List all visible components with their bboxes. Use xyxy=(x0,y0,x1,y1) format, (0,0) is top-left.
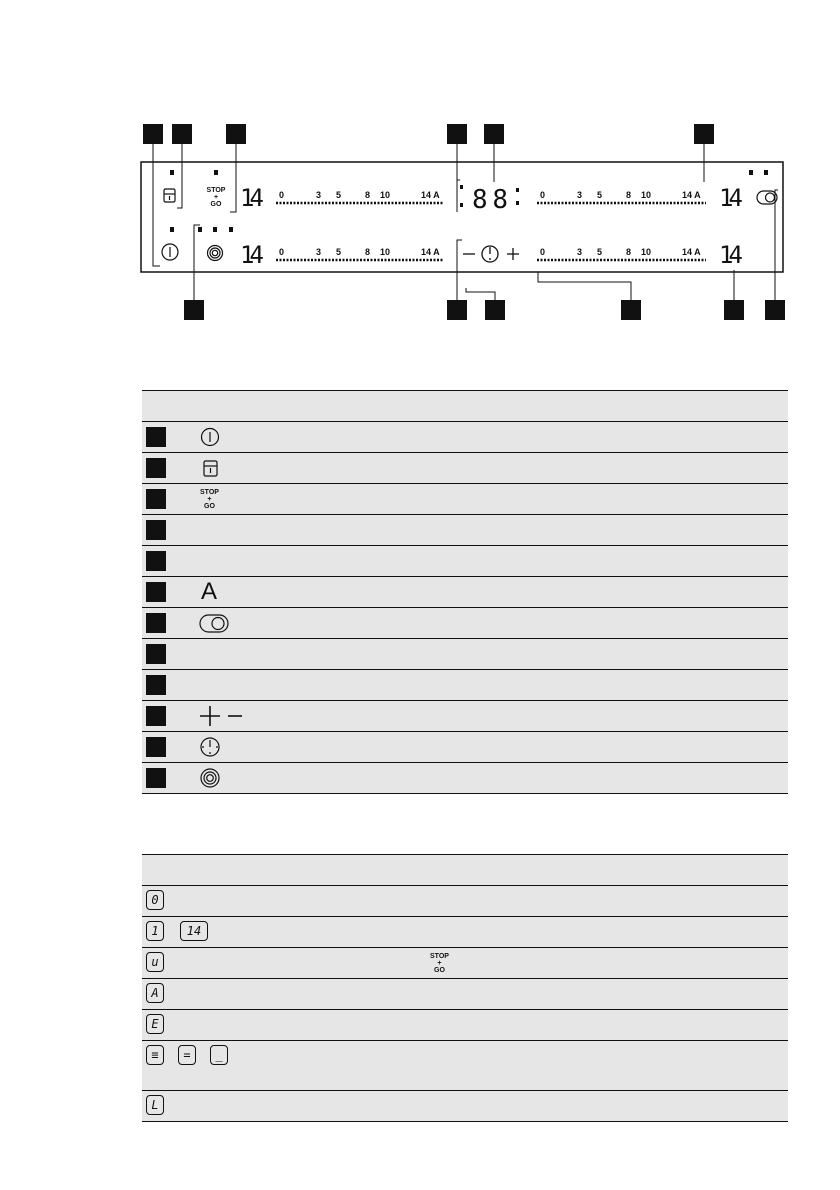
svg-text:8: 8 xyxy=(626,190,632,200)
displays-table xyxy=(142,854,788,1122)
table-row xyxy=(142,453,788,484)
table-row xyxy=(142,546,788,577)
svg-text:10: 10 xyxy=(641,247,652,257)
callout-markers-top xyxy=(143,124,714,144)
plus-icon xyxy=(507,248,519,260)
display-symbol: u xyxy=(146,952,164,972)
lock-icon xyxy=(164,189,175,202)
svg-text:5: 5 xyxy=(597,190,603,200)
table-row xyxy=(142,515,788,546)
table-row xyxy=(142,701,788,732)
display-symbol: 0 xyxy=(146,890,164,910)
table-row xyxy=(142,484,788,515)
table-row xyxy=(142,1010,788,1041)
callout-markers-bottom xyxy=(184,300,785,320)
svg-text:0: 0 xyxy=(540,247,546,257)
svg-text:14 A: 14 A xyxy=(421,190,440,200)
table-row xyxy=(142,732,788,763)
plus-minus-icon xyxy=(192,701,312,731)
table-row xyxy=(142,1091,788,1122)
svg-text:10: 10 xyxy=(380,190,391,200)
svg-text:GO: GO xyxy=(210,201,222,208)
svg-text:8: 8 xyxy=(626,247,632,257)
svg-text:8: 8 xyxy=(365,247,371,257)
stop-go-icon: STOP + GO xyxy=(200,489,219,510)
lock-icon xyxy=(192,453,312,483)
double-ring-icon xyxy=(208,246,223,261)
display-symbol: = xyxy=(178,1045,196,1065)
bridge-toggle-icon xyxy=(192,608,312,638)
svg-text:14 A: 14 A xyxy=(682,247,701,257)
display-symbol: _ xyxy=(210,1045,228,1065)
table-row xyxy=(142,917,788,948)
svg-text:3: 3 xyxy=(577,247,583,257)
control-panel-diagram xyxy=(0,0,840,340)
table-row xyxy=(142,608,788,639)
power-icon xyxy=(192,422,312,452)
letter-a-icon: A xyxy=(201,578,218,605)
svg-text:0: 0 xyxy=(279,190,285,200)
svg-text:0: 0 xyxy=(279,247,285,257)
table-row xyxy=(142,979,788,1010)
table-row xyxy=(142,422,788,453)
table-row xyxy=(142,639,788,670)
power-scales xyxy=(279,190,701,257)
svg-text:14 A: 14 A xyxy=(682,190,701,200)
bridge-toggle-icon xyxy=(757,191,777,204)
svg-text:14 A: 14 A xyxy=(421,247,440,257)
svg-text:STOP: STOP xyxy=(206,187,226,194)
table-row xyxy=(142,886,788,917)
timer-display: 88 xyxy=(472,185,508,215)
table-row xyxy=(142,948,788,979)
svg-text:14: 14 xyxy=(719,241,743,269)
timer-icon xyxy=(482,246,498,262)
display-symbol: 1 xyxy=(146,921,164,941)
svg-text:14: 14 xyxy=(240,241,264,269)
controls-table xyxy=(142,390,788,794)
table-header xyxy=(142,854,788,886)
svg-text:0: 0 xyxy=(540,190,546,200)
svg-text:14: 14 xyxy=(240,184,264,212)
timer-icon xyxy=(192,732,312,762)
table-row xyxy=(142,763,788,794)
table-row xyxy=(142,1041,788,1091)
display-symbol: E xyxy=(146,1014,164,1034)
table-row xyxy=(142,577,788,608)
display-symbol: A xyxy=(146,983,164,1003)
svg-text:+: + xyxy=(213,194,219,201)
svg-text:8: 8 xyxy=(365,190,371,200)
double-ring-icon xyxy=(192,763,312,793)
svg-text:5: 5 xyxy=(597,247,603,257)
svg-text:3: 3 xyxy=(316,247,322,257)
display-symbol: L xyxy=(146,1095,164,1115)
svg-text:14: 14 xyxy=(719,184,743,212)
svg-text:10: 10 xyxy=(641,190,652,200)
stop-go-icon: STOP + GO xyxy=(430,953,449,974)
svg-text:3: 3 xyxy=(577,190,583,200)
svg-text:3: 3 xyxy=(316,190,322,200)
table-header xyxy=(142,390,788,422)
svg-text:5: 5 xyxy=(336,247,342,257)
power-icon xyxy=(162,244,178,260)
svg-text:10: 10 xyxy=(380,247,391,257)
display-symbol: ≡ xyxy=(146,1045,164,1065)
stop-go-label xyxy=(207,187,226,208)
svg-text:5: 5 xyxy=(336,190,342,200)
display-symbol: 14 xyxy=(180,921,208,941)
table-row xyxy=(142,670,788,701)
